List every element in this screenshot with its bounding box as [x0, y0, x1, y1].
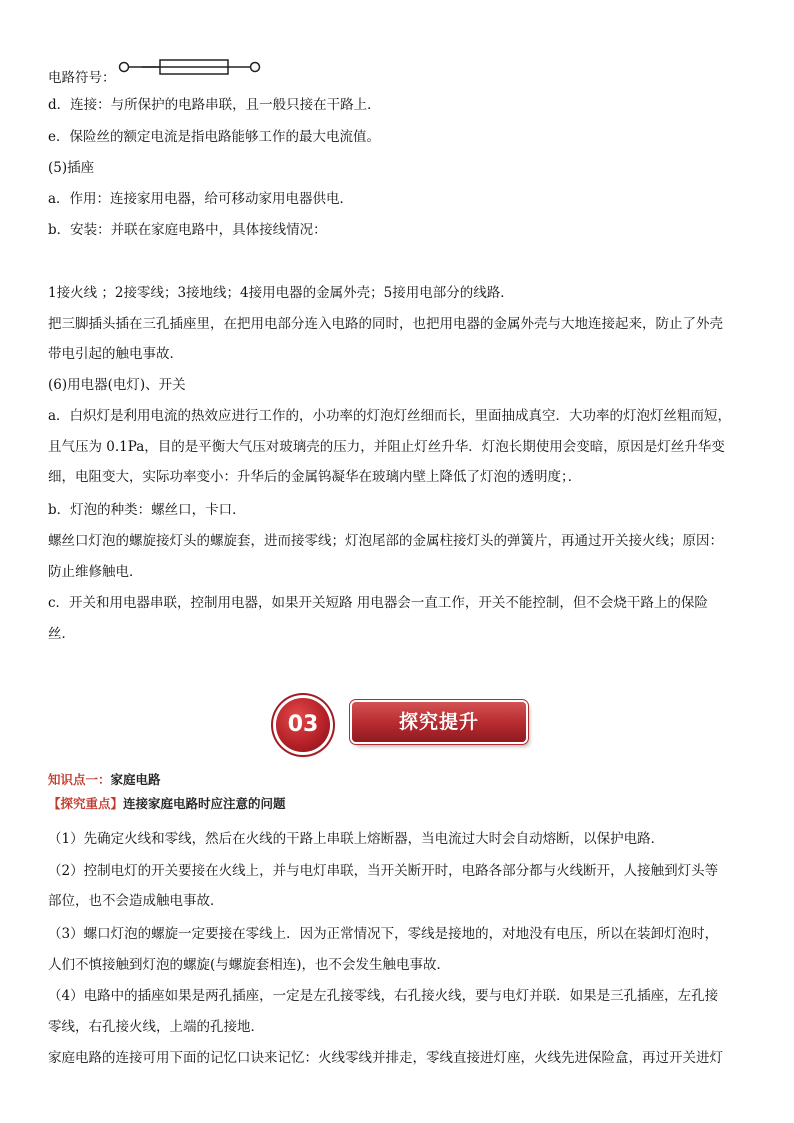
- text-line: 零线，右孔接火线，上端的孔接地．: [48, 1019, 264, 1035]
- text-line: 丝．: [48, 626, 75, 642]
- knowledge-point-topic: 家庭电路: [110, 772, 161, 787]
- focus-text: 连接家庭电路时应注意的问题: [123, 796, 286, 811]
- text-line: （1）先确定火线和零线，然后在火线的干路上串联上熔断器，当电流过大时会自动熔断，以保护电路．: [48, 831, 665, 847]
- text-line: c．开关和用电器串联，控制用电器，如果开关短路 用电器会一直工作，开关不能控制，但不会烧干路上的保险: [48, 595, 708, 611]
- focus-heading: [48, 794, 758, 814]
- text-line: 防止维修触电．: [48, 564, 143, 580]
- text-line: 部位，也不会造成触电事故．: [48, 893, 224, 909]
- text-line: 家庭电路的连接可用下面的记忆口诀来记忆：火线零线并排走，零线直接进灯座，火线先进保险盒，再过开关进灯: [48, 1050, 723, 1066]
- text-line: a．作用：连接家用电器，给可移动家用电器供电．: [48, 191, 354, 207]
- text-line: 把三脚插头插在三孔插座里，在把用电部分连入电路的同时，也把用电器的金属外壳与大地连接起来，防止了外壳: [48, 316, 723, 332]
- text-line: 细，电阻变大，实际功率变小：升华后的金属钨凝华在玻璃内壁上降低了灯泡的透明度；．: [48, 469, 582, 485]
- text-line: （2）控制电灯的开关要接在火线上，并与电灯串联，当开关断开时，电路各部分都与火线断开，人接触到灯头等: [48, 863, 719, 879]
- knowledge-point-label: 知识点一：: [48, 772, 111, 787]
- text-line: d．连接：与所保护的电路串联，且一般只接在干路上．: [48, 97, 381, 113]
- section-number-badge: 03: [276, 698, 330, 752]
- section-banner: [276, 698, 536, 752]
- section-title-tag: 探究提升: [352, 702, 526, 742]
- text-line: （4）电路中的插座如果是两孔插座，一定是左孔接零线，右孔接火线，要与电灯并联．如果是三孔插座，左孔接: [48, 988, 719, 1004]
- focus-label: 【探究重点】: [48, 796, 124, 811]
- knowledge-point-heading: [48, 770, 758, 790]
- text-line: 且气压为 0.1Pa，目的是平衡大气压对玻璃壳的压力，并阻止灯丝升华．灯泡长期使用会变暗，原因是灯丝升华变: [48, 439, 725, 455]
- text-line: a．白炽灯是利用电流的热效应进行工作的，小功率的灯泡灯丝细而长，里面抽成真空．大功率的灯泡灯丝粗而短，: [48, 408, 732, 424]
- text-line: 螺丝口灯泡的螺旋接灯头的螺旋套，进而接零线；灯泡尾部的金属柱接灯头的弹簧片，再通过开关接火线；原因：: [48, 533, 723, 549]
- text-line: b．安装：并联在家庭电路中，具体接线情况：: [48, 222, 327, 238]
- fuse-symbol-label: 电路符号：: [48, 70, 116, 86]
- text-line: （3）螺口灯泡的螺旋一定要接在零线上．因为正常情况下，零线是接地的，对地没有电压，所以在装卸灯泡时，: [48, 926, 719, 942]
- text-line: b．灯泡的种类：螺丝口，卡口．: [48, 502, 246, 518]
- text-line: 带电引起的触电事故．: [48, 346, 183, 362]
- section-heading-appliance: (6)用电器(电灯)、开关: [48, 377, 186, 393]
- section-heading-socket: (5)插座: [48, 160, 95, 176]
- text-line: 1接火线 ；2接零线；3接地线；4接用电器的金属外壳；5接用电部分的线路．: [48, 285, 514, 301]
- text-line: e．保险丝的额定电流是指电路能够工作的最大电流值。: [48, 129, 380, 145]
- fuse-circuit-symbol: [118, 58, 278, 84]
- text-line: 人们不慎接触到灯泡的螺旋(与螺旋套相连)，也不会发生触电事故．: [48, 957, 451, 973]
